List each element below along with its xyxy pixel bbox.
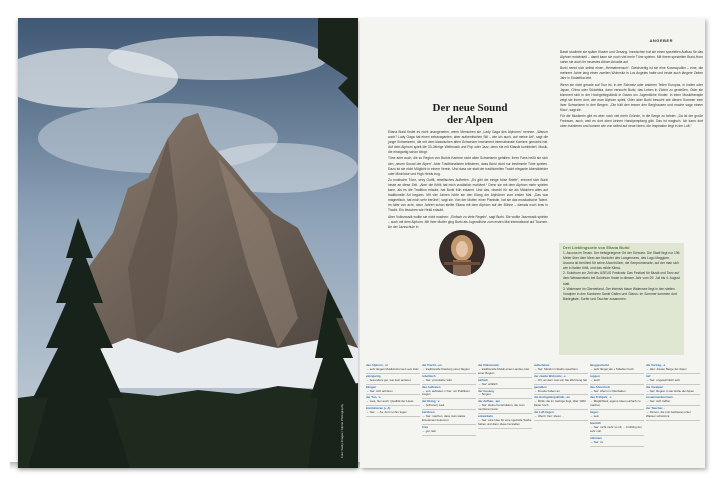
glossary-divider xyxy=(366,416,420,417)
glossary-definition: → hier: Musik im Studio speichern xyxy=(534,366,578,371)
glossary-divider xyxy=(646,373,700,374)
glossary-column xyxy=(534,364,588,422)
box-title: Drei Lieblingsorte von Eliana Burki xyxy=(563,245,630,250)
glossary-definition: → Singen xyxy=(478,392,491,397)
glossary-term: das Ahornholz xyxy=(590,384,610,389)
glossary-term: der Ton, ¨e xyxy=(366,395,381,400)
glossary-definition: → traditionelle Musik eines Landes oder einer Region xyxy=(478,366,530,375)
article-column-right xyxy=(560,50,703,130)
glossary-definition: → hier: sich anhören xyxy=(366,388,393,393)
glossary-divider xyxy=(422,424,476,425)
glossary-term: das Auftreten xyxy=(422,384,441,389)
glossary-definition: → hier: Ahorn in Oberitalien xyxy=(590,388,626,393)
glossary-definition: → traditionelle Kleidung einer Region xyxy=(422,366,470,371)
portrait-illustration xyxy=(439,230,485,276)
glossary-definition: → hier: kleine Konstruktion, die man montieren kann xyxy=(478,403,525,412)
glossary-definition: → gut, lieb xyxy=(422,428,436,433)
glossary-term: der Aufbau, -ten xyxy=(478,399,501,404)
glossary-definition: → Ort, an dem man ein Sie Wohnung hat xyxy=(534,377,587,382)
paragraph: Töne aber auch, die zu Region von Burkis Karriere nicht allen Schweizern gefallen. Ihren Fans heißt sie sich den „neuen Sound der Alpen“. Aber Traditionalisten kritisieren, dass Burki nicht nur bestimmte Töne spielen. Dazu ist sie nicht Möglicht in einem Verein. Und dass sie statt der traditionellen Tracht elegante Abendkleider oder Miniröcke und High Heels trug. xyxy=(388,156,548,176)
glossary-term: entwickeln xyxy=(478,414,493,419)
box-item: 3. Walensee im Glarnerland. Der intensiv blaue Walensee liegt in den steilen Voralpen in den Kantonen Sankt Gallen und Glarus. Im Sommer kommen dort Badegäste, Surfer und Taucher zusammen. xyxy=(563,286,677,301)
glossary-definition: → hier: nicht mehr so oft, ... Frühling der sehr voll xyxy=(590,424,642,433)
glossary-definition: → Klinik, die im Gebirge liegt, über 1000 Meter hoch xyxy=(534,399,586,408)
paragraph: Basel studierte sie später Klavier und Gesang. Inzwischen hat sie einen speziellen Aufbau für das Alphorn entwickelt – damit kann sie noch viel mehr Töne spielen. Mit ihrem speziellen Burki-Horn nahm sie auch ihr neuestes Album Arcadia auf. xyxy=(560,50,703,65)
glossary-divider xyxy=(590,409,644,410)
glossary-definition: → Hier: diesen Berge der Alpen xyxy=(646,366,687,371)
glossary-term: brav xyxy=(422,424,429,429)
glossary-term: die Volksmusik xyxy=(478,363,499,367)
glossary-term: feierlich xyxy=(590,420,602,425)
glossary-term: der Gesang xyxy=(478,388,494,393)
eliana-burki-portrait xyxy=(439,230,485,276)
glossary-definition: → auch xyxy=(590,377,600,382)
glossary-term: klingen xyxy=(366,384,377,389)
glossary-definition: → Möglichkeit, eigene Ideen einfach zu machen xyxy=(590,399,641,408)
glossary-divider xyxy=(478,428,532,429)
glossary-definition: → hier: ungewöhnlich sehr xyxy=(646,377,681,382)
glossary-divider xyxy=(590,446,644,447)
glossary-definition: → Freude haben an xyxy=(534,388,560,393)
glossary-term: stimmen xyxy=(590,435,602,440)
glossary-term: langgestreckt xyxy=(590,363,609,367)
glossary-term: aufnehmen xyxy=(534,363,550,367)
box-item: 1. Ascona im Tessin. Der tiefstgelegene Ort der Schweiz. Die Stadt liegt nur 196 Meter über dem Meer am Nordufer des Langensees, des Lago Maggiore. Ascona ist berühmt für seine Ahornhölzer, die Seepromenade, auf der man sich wie in Italien fühlt, und das milde Klima. xyxy=(563,251,680,271)
glossary-definition: → hier: provokativ, wild xyxy=(422,377,452,382)
glossary-term: der Taucher, - xyxy=(646,406,665,411)
article-headline xyxy=(390,102,550,126)
glossary xyxy=(360,354,705,462)
glossary-column xyxy=(366,364,420,418)
glossary-term: die Vortrag, -e xyxy=(646,363,666,367)
paragraph: Wenn sie nicht gerade auf Tour ist, in der Schweiz oder anderen Teilen Europas, in Indien oder Japan, China oder Südafrika, dann versucht Burki, das Leben in Zürich zu genießen. Oder sie kümmert sich in der Hochgebirgsklinik in Davos um Jugendliche Kinder. In einer Musiktherapie zeigt sie ihnen dort, wie man Alphorn spielt. Oder aber Burki besucht wie diesen Sommer eine ihrer Schweizern in den Bergen. „Die hält den immer den Berghausen und mache sage einem Klau“, sagt sie. xyxy=(560,82,703,113)
glossary-definition: → (schöner) Laut xyxy=(422,403,445,408)
glossary-definition: → besonders gut, wie kein anderer xyxy=(366,377,411,382)
box-item: 2. Solothurn zur Zeit des USEUS Festivals: Das Festival für Musik und Tanz auf dem Weissenstein bei Solothurn findet in diesem Jahr vom 29. Juli bis 4. August statt. xyxy=(563,271,680,286)
glossary-divider xyxy=(534,420,588,421)
glossary-definition: → hier: wirklich xyxy=(478,381,498,386)
glossary-definition: → von: auftreten = hier: vor Publikum zeigen xyxy=(422,388,470,397)
mountain-photo-illustration xyxy=(18,18,358,468)
glossary-column xyxy=(646,364,700,422)
glossary-definition: → sehr langes Musikinstrument aus Holz xyxy=(366,366,419,371)
glossary-term: das Frühjahr, -s xyxy=(590,395,612,400)
paragraph: Burki nennt sich selbst einen „Heimatmensch“. Gleichzeitig ist sie eine Kosmopolitin – eine, die mehrere Jahre lang einen zweiten Wohnsitz in Los Angeles hatte und heute auch längere Zeiten Jahr in Südafrika lebt. xyxy=(560,66,703,81)
mountain-photo xyxy=(18,18,358,468)
headline-line-1: Der neue Sound xyxy=(432,102,508,114)
glossary-term: der Klang, ¨e xyxy=(422,399,440,404)
photo-credit: Foto: Getty Images / Alpine Photography xyxy=(340,403,344,458)
glossary-definition: → hier: machen, dass man starke Emotionen bekommt xyxy=(422,414,466,422)
glossary-term: der zweite Wohnsitz, -e xyxy=(534,373,566,378)
glossary-term: die Hochgebirgsklinik, -en xyxy=(534,395,570,400)
glossary-term: rebellisch xyxy=(422,373,436,378)
glossary-term: kombinieren (+ A) xyxy=(366,406,391,411)
glossary-definition: → hier: zu xyxy=(590,439,604,444)
glossary-term: liegen xyxy=(590,410,599,415)
article-column-left xyxy=(388,130,548,231)
favorite-places-box xyxy=(559,243,684,355)
glossary-term: genießen xyxy=(534,384,547,389)
glossary-term: berühren xyxy=(422,410,435,415)
paragraph: Zu exotische Töne, sexy Outfit, rebellisches Auftreten. „Es gibt die einige böse Briefe“, erinnert sich Burki heute an diese Zeit. „Aber die Kritik hat mich zusätzlich motiviert.“ Denn sie mit dem Alphorn mehr spielen kann, als es die Tradition erlaubt, hat Burki früh erkannt. Und das, obwohl für sie als Mädchen alles auf traditionelle Art begann. Mit vier Jahren hörte sie den Klang der Alphörner zum ersten Mal. „Das war magnetisch, hat mich sehr berührt“, sagt sie. Von der Mutter, einer Pianistin, hat sie das musikalische Talent. Im Alter von acht, neun Jahren schon stellte Eliana mit dem Alphorn auf der Bühne – damals noch brav in Tracht. Ein bisschen wie Heidi erlaubt. xyxy=(388,177,548,213)
headline-line-2: der Alpen xyxy=(447,114,493,126)
glossary-definition: → hier: → As, dort zu ihm legen xyxy=(366,410,407,415)
glossary-definition: → Person, die (mit Gehäuse) unter Wasser schwimmt xyxy=(646,410,691,419)
glossary-term: einzigartig xyxy=(366,373,381,378)
glossary-definition: → Laut, hier auch: Qualität der Laute xyxy=(366,399,414,404)
glossary-term: einfach xyxy=(478,377,489,382)
glossary-definition: → Übertr. hier: Ideen ... xyxy=(534,414,565,419)
paragraph: Für die Musikerin gibt es aber noch viel mehr Gründe, in die Berge zu fahren: „Da ist der große Freiraum, auch, weil es dort oben keinen Handyempfang gibt. Das ist magisch. Ich kann dort oben trainieren und komme wie von selbst auf neue Ideen, die Inspiration liegt in der Luft.“ xyxy=(560,114,703,129)
glossary-term: tief xyxy=(646,373,651,378)
glossary-definition: → sehr länger als + Tabellen hoch xyxy=(590,366,634,371)
glossary-divider xyxy=(646,420,700,421)
glossary-column xyxy=(422,364,476,437)
glossary-definition: → hier: eine Idee für eine spezielle Sache haben und dann diese herstellen xyxy=(478,417,532,426)
glossary-term: die Tracht, -en xyxy=(422,363,442,367)
glossary-definition: → hier: Region in der Höhe der Alpen xyxy=(646,388,695,393)
paragraph: Eliana Burki findet es nicht unangenehm, wenn Menschen sie „Lady Gaga des Alphorns“ nennen. „Warum auch? Lady Gaga hat einen extravaganten, aber authentischen Stil – wie ich auch, auf meine Art“, sagt die junge Schweizerin, die mit dem klassischen alten Schweizer Instrument internationale Karriere gemacht hat. Auf dem Alphorn spielt die 33-Jährige Weltmusik und Pop oder Jazz, denn sie mit Klassik kombiniert. Musik, die einzigartig schon klingt. xyxy=(388,130,548,155)
glossary-term: die Luft liegen xyxy=(534,410,554,415)
glossary-definition: → hier: sich treffen xyxy=(646,399,671,404)
paragraph: Aber Volksmusik wollte sie nicht machen: „Einfach zu viele Regeln“, sagt Burki. Sie wollte Jazzmusik spielen – auch mit dem Alphorn. Mit ihrer Mutter ging Burki als Jugendliche zum ersten Mal international auf Tournee. An der Jazzschule in xyxy=(388,214,548,229)
glossary-term: das Alphorn, ¨er xyxy=(366,363,389,367)
section-tag: ANGEBER xyxy=(649,38,673,43)
glossary-term: die Voralpen xyxy=(646,384,664,389)
glossary-term: zusammenkommen xyxy=(646,395,673,400)
glossary-column xyxy=(590,364,644,448)
glossary-divider xyxy=(422,435,476,436)
glossary-column xyxy=(478,364,532,430)
glossary-definition: → sein xyxy=(590,414,599,419)
glossary-term: ruppen xyxy=(590,373,600,378)
article-page xyxy=(360,18,705,468)
